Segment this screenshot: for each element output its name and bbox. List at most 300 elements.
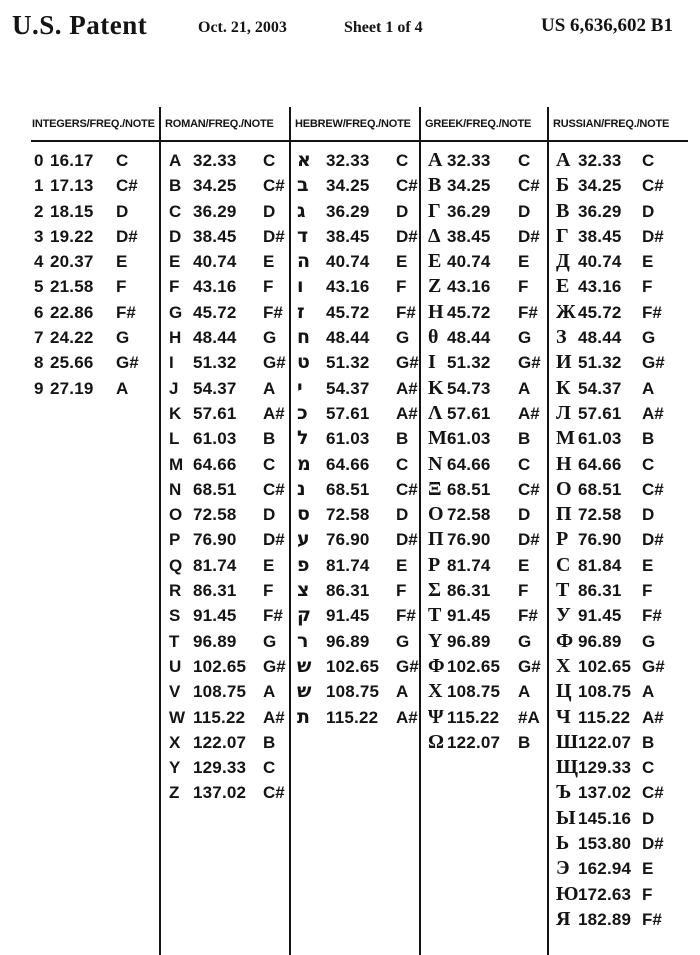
frequency-cell: 32.33: [447, 151, 491, 170]
character-cell: Н: [556, 452, 572, 475]
table-row: [549, 806, 688, 831]
table-row: [549, 578, 688, 603]
character-cell: Π: [428, 528, 444, 551]
note-cell: A#: [396, 378, 418, 398]
table-row: [161, 376, 289, 401]
note-cell: A#: [263, 707, 285, 727]
frequency-cell: 57.61: [447, 403, 491, 423]
character-cell: B: [169, 176, 182, 196]
table-row: [161, 224, 289, 249]
frequency-cell: 20.37: [50, 252, 94, 272]
note-cell: D#: [396, 226, 418, 246]
character-cell: Λ: [428, 401, 443, 424]
note-cell: D: [642, 808, 655, 828]
character-cell: Ι: [428, 351, 436, 374]
note-cell: G#: [642, 353, 665, 373]
patent-number: US 6,636,602 B1: [541, 15, 673, 36]
frequency-cell: 27.19: [50, 378, 94, 398]
note-cell: C: [518, 454, 531, 474]
note-cell: G#: [396, 353, 419, 373]
table-row: [549, 654, 688, 679]
frequency-cell: 172.63: [578, 884, 632, 904]
column-russian: [547, 107, 688, 955]
frequency-cell: 19.22: [50, 226, 94, 246]
frequency-cell: 45.72: [193, 302, 237, 322]
character-cell: В: [556, 199, 570, 222]
table-row: [161, 274, 289, 299]
note-cell: D: [396, 201, 409, 221]
character-cell: ר: [297, 629, 309, 652]
table-row: [421, 502, 547, 527]
table-row: [549, 705, 688, 730]
frequency-cell: 102.65: [193, 656, 247, 676]
table-row: [549, 856, 688, 881]
frequency-cell: 108.75: [578, 682, 632, 702]
note-cell: A: [263, 378, 276, 398]
note-cell: F#: [642, 302, 662, 322]
frequency-cell: 38.45: [326, 226, 370, 246]
character-cell: ש: [297, 680, 312, 703]
frequency-cell: 57.61: [193, 403, 237, 423]
note-cell: E: [263, 555, 275, 575]
frequency-cell: 51.32: [326, 353, 370, 373]
note-cell: G#: [396, 656, 419, 676]
frequency-cell: 96.89: [578, 631, 622, 651]
table-row: [161, 401, 289, 426]
frequency-cell: 22.86: [50, 302, 94, 322]
note-cell: F: [396, 277, 407, 297]
note-cell: D#: [518, 226, 540, 246]
frequency-cell: 122.07: [578, 732, 632, 752]
frequency-cell: 96.89: [447, 631, 491, 651]
note-cell: A: [642, 378, 655, 398]
character-cell: N: [169, 479, 182, 499]
frequency-cell: 72.58: [326, 505, 370, 525]
table-row: [291, 173, 419, 198]
character-cell: J: [169, 378, 179, 398]
note-cell: C: [263, 758, 276, 778]
note-cell: F: [642, 581, 653, 601]
table-row: [421, 325, 547, 350]
frequency-cell: 115.22: [578, 707, 631, 727]
table-row: [421, 249, 547, 274]
table-row: [291, 249, 419, 274]
character-cell: ג: [297, 199, 306, 222]
frequency-cell: 43.16: [447, 277, 491, 297]
note-cell: A: [518, 378, 531, 398]
table-row: [291, 527, 419, 552]
character-cell: Л: [556, 401, 571, 424]
frequency-cell: 64.66: [193, 454, 237, 474]
frequency-cell: 68.51: [578, 479, 622, 499]
character-cell: F: [169, 277, 180, 297]
note-cell: G: [263, 328, 277, 348]
frequency-cell: 129.33: [193, 758, 247, 778]
note-cell: B: [518, 429, 531, 449]
note-cell: C: [396, 151, 409, 170]
table-row: [31, 199, 159, 224]
table-row: [161, 199, 289, 224]
note-cell: C: [263, 454, 276, 474]
frequency-cell: 68.51: [193, 479, 237, 499]
note-cell: A: [518, 682, 531, 702]
note-cell: G: [518, 328, 532, 348]
frequency-cell: 64.66: [447, 454, 491, 474]
character-cell: К: [556, 376, 571, 399]
table-row: [421, 629, 547, 654]
note-cell: F#: [263, 302, 283, 322]
table-row: [31, 148, 159, 173]
character-frequency-table: [31, 107, 688, 955]
frequency-cell: 34.25: [578, 176, 622, 196]
table-row: [421, 553, 547, 578]
table-row: [549, 199, 688, 224]
character-cell: ט: [297, 351, 310, 374]
frequency-cell: 51.32: [578, 353, 622, 373]
table-row: [421, 401, 547, 426]
table-row: [549, 274, 688, 299]
frequency-cell: 96.89: [326, 631, 370, 651]
column-hebrew: [289, 107, 419, 955]
character-cell: י: [297, 376, 303, 399]
table-row: [549, 553, 688, 578]
note-cell: D: [518, 505, 531, 525]
note-cell: C#: [518, 479, 540, 499]
character-cell: 0: [34, 151, 44, 170]
character-cell: Ο: [428, 503, 444, 526]
patent-page-header: [0, 0, 700, 60]
column-rows: [31, 141, 159, 401]
character-cell: E: [169, 252, 181, 272]
character-cell: Я: [556, 907, 571, 930]
note-cell: C#: [116, 176, 138, 196]
character-cell: θ: [428, 326, 439, 349]
character-cell: D: [169, 226, 182, 246]
table-row: [421, 426, 547, 451]
note-cell: D#: [642, 226, 664, 246]
frequency-cell: 38.45: [193, 226, 237, 246]
character-cell: Д: [556, 250, 570, 273]
frequency-cell: 122.07: [447, 732, 501, 752]
frequency-cell: 91.45: [578, 606, 622, 626]
note-cell: D#: [642, 834, 664, 854]
note-cell: C: [642, 454, 655, 474]
table-row: [549, 426, 688, 451]
column-header-integers: INTEGERS/FREQ./NOTE: [32, 118, 155, 130]
frequency-cell: 86.31: [447, 581, 491, 601]
frequency-cell: 96.89: [193, 631, 237, 651]
frequency-cell: 51.32: [447, 353, 491, 373]
note-cell: D: [263, 201, 276, 221]
character-cell: א: [297, 149, 311, 171]
table-row: [161, 578, 289, 603]
frequency-cell: 34.25: [447, 176, 491, 196]
note-cell: G: [263, 631, 277, 651]
note-cell: F#: [642, 909, 662, 929]
frequency-cell: 36.29: [447, 201, 491, 221]
character-cell: П: [556, 503, 572, 526]
character-cell: Γ: [428, 199, 441, 222]
character-cell: У: [556, 604, 571, 627]
note-cell: F: [396, 581, 407, 601]
character-cell: Г: [556, 224, 569, 247]
note-cell: E: [396, 252, 408, 272]
note-cell: F#: [396, 606, 416, 626]
table-row: [421, 679, 547, 704]
table-row: [421, 452, 547, 477]
note-cell: C#: [263, 176, 285, 196]
frequency-cell: 43.16: [193, 277, 237, 297]
frequency-cell: 91.45: [193, 606, 237, 626]
character-cell: O: [169, 505, 183, 525]
table-row: [291, 376, 419, 401]
note-cell: B: [518, 732, 531, 752]
table-row: [549, 300, 688, 325]
frequency-cell: 45.72: [578, 302, 622, 322]
note-cell: D: [642, 201, 655, 221]
table-row: [291, 578, 419, 603]
frequency-cell: 36.29: [578, 201, 622, 221]
frequency-cell: 24.22: [50, 328, 94, 348]
frequency-cell: 32.33: [578, 151, 622, 170]
table-row: [291, 274, 419, 299]
note-cell: E: [116, 252, 128, 272]
note-cell: B: [263, 429, 276, 449]
character-cell: ח: [297, 326, 311, 349]
note-cell: A#: [263, 403, 285, 423]
table-row: [161, 148, 289, 173]
character-cell: Y: [169, 758, 181, 778]
table-row: [291, 553, 419, 578]
character-cell: Щ: [556, 756, 578, 779]
character-cell: פ: [297, 553, 310, 576]
table-row: [31, 274, 159, 299]
frequency-cell: 18.15: [50, 201, 94, 221]
frequency-cell: 137.02: [578, 783, 632, 803]
character-cell: ל: [297, 427, 309, 450]
table-row: [161, 654, 289, 679]
table-row: [421, 274, 547, 299]
character-cell: Ч: [556, 705, 571, 728]
note-cell: F#: [518, 606, 538, 626]
table-row: [291, 452, 419, 477]
character-cell: 2: [34, 201, 44, 221]
frequency-cell: 48.44: [193, 328, 237, 348]
note-cell: F: [518, 581, 529, 601]
frequency-cell: 40.74: [326, 252, 370, 272]
character-cell: М: [556, 427, 575, 450]
frequency-cell: 72.58: [447, 505, 491, 525]
frequency-cell: 61.03: [447, 429, 491, 449]
note-cell: A: [396, 682, 409, 702]
table-row: [161, 705, 289, 730]
note-cell: D#: [263, 530, 285, 550]
note-cell: D#: [642, 530, 664, 550]
table-row: [421, 199, 547, 224]
character-cell: ש: [297, 654, 312, 677]
table-row: [161, 527, 289, 552]
table-row: [549, 350, 688, 375]
note-cell: F: [642, 884, 653, 904]
table-row: [31, 173, 159, 198]
note-cell: C#: [642, 479, 664, 499]
character-cell: 9: [34, 378, 44, 398]
note-cell: E: [642, 859, 654, 879]
character-cell: R: [169, 581, 182, 601]
character-cell: ו: [297, 275, 304, 298]
table-row: [549, 325, 688, 350]
frequency-cell: 76.90: [578, 530, 622, 550]
frequency-cell: 86.31: [578, 581, 622, 601]
frequency-cell: 36.29: [193, 201, 237, 221]
note-cell: A#: [396, 707, 418, 727]
table-row: [549, 730, 688, 755]
character-cell: Х: [556, 654, 571, 677]
note-cell: G#: [116, 353, 139, 373]
note-cell: F: [116, 277, 127, 297]
table-row: [161, 629, 289, 654]
frequency-cell: 76.90: [193, 530, 237, 550]
note-cell: A: [642, 682, 655, 702]
character-cell: Z: [169, 783, 180, 803]
frequency-cell: 40.74: [447, 252, 491, 272]
frequency-cell: 122.07: [193, 732, 247, 752]
patent-title: U.S. Patent: [12, 10, 148, 40]
frequency-cell: 17.13: [50, 176, 94, 196]
note-cell: G: [396, 328, 410, 348]
character-cell: ת: [297, 705, 310, 728]
character-cell: Б: [556, 174, 570, 197]
note-cell: F#: [116, 302, 136, 322]
note-cell: E: [642, 252, 654, 272]
table-row: [161, 325, 289, 350]
frequency-cell: 115.22: [447, 707, 500, 727]
frequency-cell: 32.33: [326, 151, 370, 170]
character-cell: L: [169, 429, 180, 449]
frequency-cell: 54.37: [326, 378, 370, 398]
frequency-cell: 108.75: [447, 682, 501, 702]
frequency-cell: 108.75: [193, 682, 247, 702]
table-row: [421, 224, 547, 249]
table-row: [421, 527, 547, 552]
table-row: [549, 603, 688, 628]
character-cell: A: [169, 151, 182, 170]
character-cell: 7: [34, 328, 44, 348]
note-cell: D#: [518, 530, 540, 550]
note-cell: G#: [518, 656, 541, 676]
frequency-cell: 81.74: [193, 555, 237, 575]
frequency-cell: 54.37: [193, 378, 237, 398]
frequency-cell: 91.45: [326, 606, 370, 626]
character-cell: ה: [297, 250, 311, 273]
column-header-hebrew: HEBREW/FREQ./NOTE: [295, 118, 411, 130]
character-cell: С: [556, 553, 571, 576]
character-cell: ס: [297, 503, 310, 526]
character-cell: U: [169, 656, 182, 676]
table-row: [421, 148, 547, 173]
frequency-cell: 43.16: [326, 277, 370, 297]
character-cell: 3: [34, 226, 44, 246]
character-cell: Е: [556, 275, 570, 298]
frequency-cell: 40.74: [193, 252, 237, 272]
frequency-cell: 38.45: [447, 226, 491, 246]
table-row: [549, 452, 688, 477]
table-row: [161, 249, 289, 274]
frequency-cell: 32.33: [193, 151, 237, 170]
character-cell: Р: [556, 528, 569, 551]
note-cell: C#: [263, 479, 285, 499]
note-cell: E: [518, 555, 530, 575]
note-cell: A#: [518, 403, 540, 423]
frequency-cell: 182.89: [578, 909, 632, 929]
character-cell: Φ: [428, 654, 445, 677]
character-cell: Ш: [556, 730, 578, 753]
note-cell: C#: [642, 783, 664, 803]
note-cell: C: [518, 151, 531, 170]
note-cell: F#: [396, 302, 416, 322]
note-cell: A#: [642, 707, 664, 727]
table-row: [291, 679, 419, 704]
column-rows: [291, 141, 419, 730]
frequency-cell: 48.44: [578, 328, 622, 348]
table-row: [291, 502, 419, 527]
note-cell: E: [518, 252, 530, 272]
frequency-cell: 61.03: [326, 429, 370, 449]
table-row: [549, 679, 688, 704]
character-cell: Δ: [428, 224, 441, 247]
table-row: [291, 603, 419, 628]
character-cell: M: [169, 454, 184, 474]
frequency-cell: 115.22: [193, 707, 246, 727]
note-cell: C: [116, 151, 129, 170]
character-cell: Σ: [428, 579, 442, 602]
table-row: [549, 831, 688, 856]
note-cell: C: [642, 758, 655, 778]
frequency-cell: 72.58: [193, 505, 237, 525]
frequency-cell: 61.03: [193, 429, 237, 449]
frequency-cell: 57.61: [578, 403, 622, 423]
column-header-russian: RUSSIAN/FREQ./NOTE: [553, 118, 670, 130]
note-cell: F#: [263, 606, 283, 626]
header-underline: [31, 140, 688, 142]
note-cell: G#: [263, 353, 286, 373]
frequency-cell: 21.58: [50, 277, 94, 297]
table-row: [291, 350, 419, 375]
table-row: [421, 376, 547, 401]
table-row: [549, 629, 688, 654]
character-cell: C: [169, 201, 182, 221]
table-row: [421, 705, 547, 730]
character-cell: X: [169, 732, 181, 752]
note-cell: D#: [396, 530, 418, 550]
frequency-cell: 45.72: [326, 302, 370, 322]
character-cell: И: [556, 351, 572, 374]
character-cell: О: [556, 477, 572, 500]
frequency-cell: 48.44: [447, 328, 491, 348]
character-cell: Ю: [556, 882, 579, 905]
note-cell: C: [642, 151, 655, 170]
table-row: [291, 629, 419, 654]
character-cell: T: [169, 631, 180, 651]
table-row: [549, 148, 688, 173]
character-cell: H: [169, 328, 182, 348]
frequency-cell: 102.65: [447, 656, 501, 676]
frequency-cell: 16.17: [50, 151, 94, 170]
frequency-cell: 34.25: [193, 176, 237, 196]
frequency-cell: 68.51: [326, 479, 370, 499]
note-cell: E: [642, 555, 654, 575]
table-row: [161, 679, 289, 704]
